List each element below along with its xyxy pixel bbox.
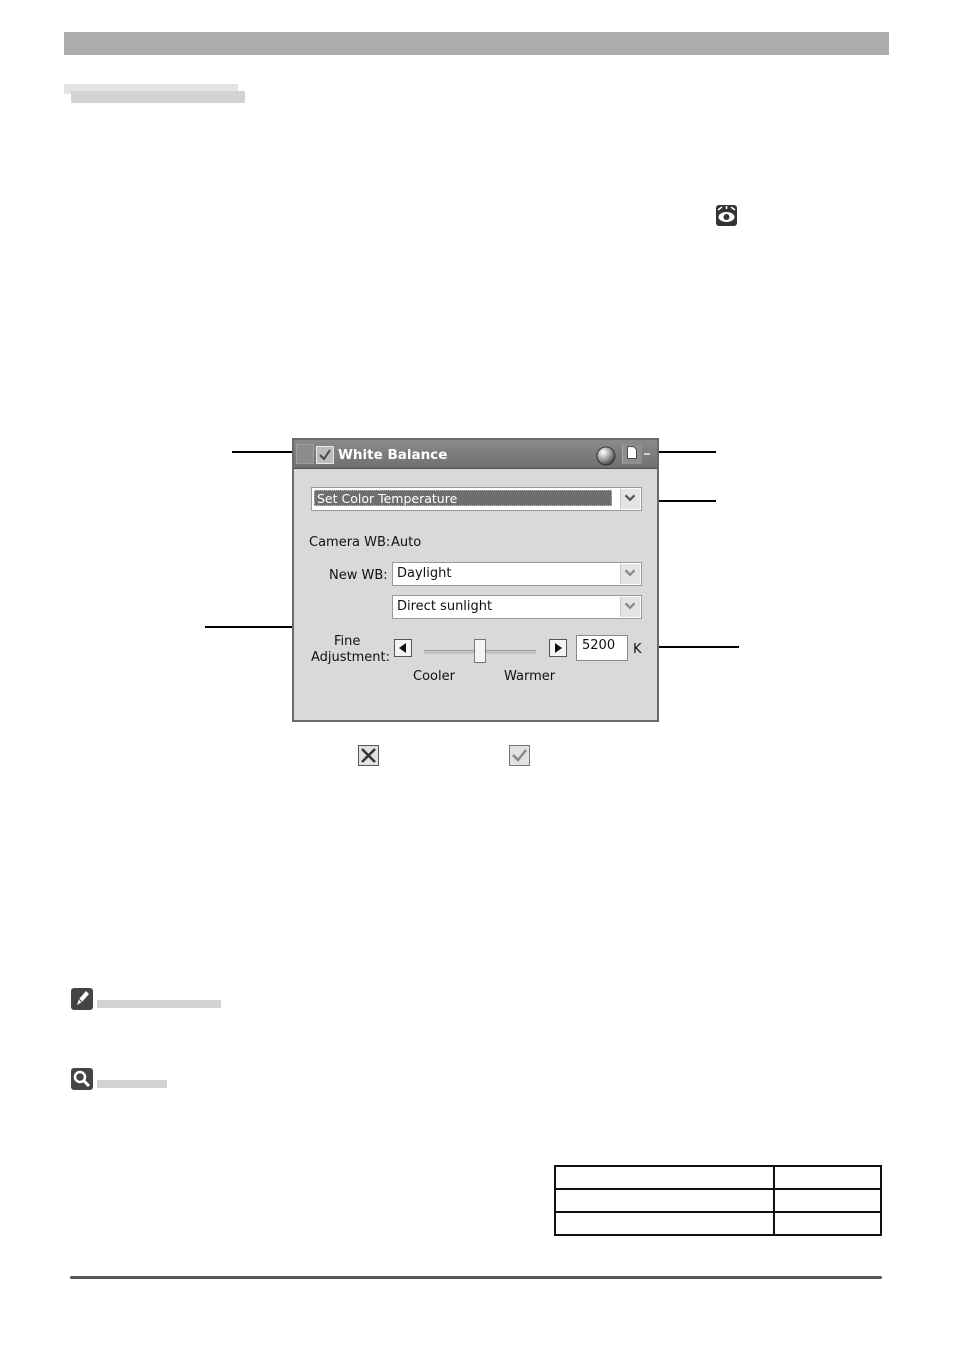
magnifier-icon bbox=[71, 1068, 93, 1090]
table-cell bbox=[774, 1166, 881, 1189]
camera-wb-label: Camera WB: bbox=[309, 535, 391, 550]
wb-method-value: Set Color Temperature bbox=[314, 490, 612, 506]
increase-temperature-button[interactable] bbox=[549, 639, 567, 657]
new-wb-select[interactable] bbox=[392, 562, 642, 586]
wb-subtype-select[interactable] bbox=[392, 595, 642, 619]
collapse-triangle-icon[interactable] bbox=[296, 444, 314, 464]
pencil-icon bbox=[71, 988, 93, 1010]
camera-wb-value: Auto bbox=[391, 535, 422, 550]
chevron-down-icon[interactable] bbox=[620, 489, 640, 509]
kelvin-unit-label: K bbox=[633, 642, 642, 657]
callout-line-menu bbox=[650, 451, 716, 453]
tick-checkbox-icon bbox=[509, 745, 530, 766]
data-table bbox=[554, 1165, 882, 1236]
table-cell bbox=[774, 1212, 881, 1235]
table-row bbox=[555, 1212, 881, 1235]
chevron-down-icon[interactable] bbox=[620, 564, 640, 584]
warmer-label: Warmer bbox=[504, 669, 556, 684]
tip-heading bbox=[97, 1080, 167, 1088]
new-wb-value: Daylight bbox=[397, 566, 452, 581]
palette-menu-arrow[interactable] bbox=[644, 453, 650, 455]
note-heading bbox=[97, 1000, 221, 1008]
section-heading bbox=[71, 91, 245, 103]
table-cell bbox=[555, 1212, 774, 1235]
table-cell bbox=[555, 1166, 774, 1189]
table-cell bbox=[555, 1189, 774, 1212]
eye-icon bbox=[716, 205, 737, 226]
fine-adjustment-label-line2: Adjustment: bbox=[311, 650, 391, 665]
chevron-down-icon[interactable] bbox=[620, 597, 640, 617]
fine-adjustment-slider-thumb[interactable] bbox=[474, 639, 486, 663]
white-balance-palette bbox=[292, 438, 659, 722]
wb-method-select[interactable] bbox=[311, 487, 642, 511]
wb-subtype-value: Direct sunlight bbox=[397, 599, 493, 614]
color-temperature-input[interactable]: 5200 bbox=[576, 635, 628, 661]
footer-rule bbox=[70, 1276, 882, 1279]
table-cell bbox=[774, 1189, 881, 1212]
reset-sphere-icon[interactable] bbox=[596, 446, 616, 466]
cooler-label: Cooler bbox=[413, 669, 455, 684]
decrease-temperature-button[interactable] bbox=[394, 639, 412, 657]
cross-checkbox-icon bbox=[358, 745, 379, 766]
fine-adjustment-label-line1: Fine bbox=[334, 634, 361, 649]
palette-title: White Balance bbox=[338, 447, 448, 463]
checkbox-icon[interactable] bbox=[316, 446, 334, 464]
palette-title-bar bbox=[294, 440, 657, 469]
new-wb-label: New WB: bbox=[329, 568, 388, 583]
table-row bbox=[555, 1189, 881, 1212]
callout-line-temperature bbox=[646, 646, 739, 648]
header-band bbox=[64, 32, 889, 55]
table-row bbox=[555, 1166, 881, 1189]
page-icon[interactable] bbox=[622, 444, 642, 464]
